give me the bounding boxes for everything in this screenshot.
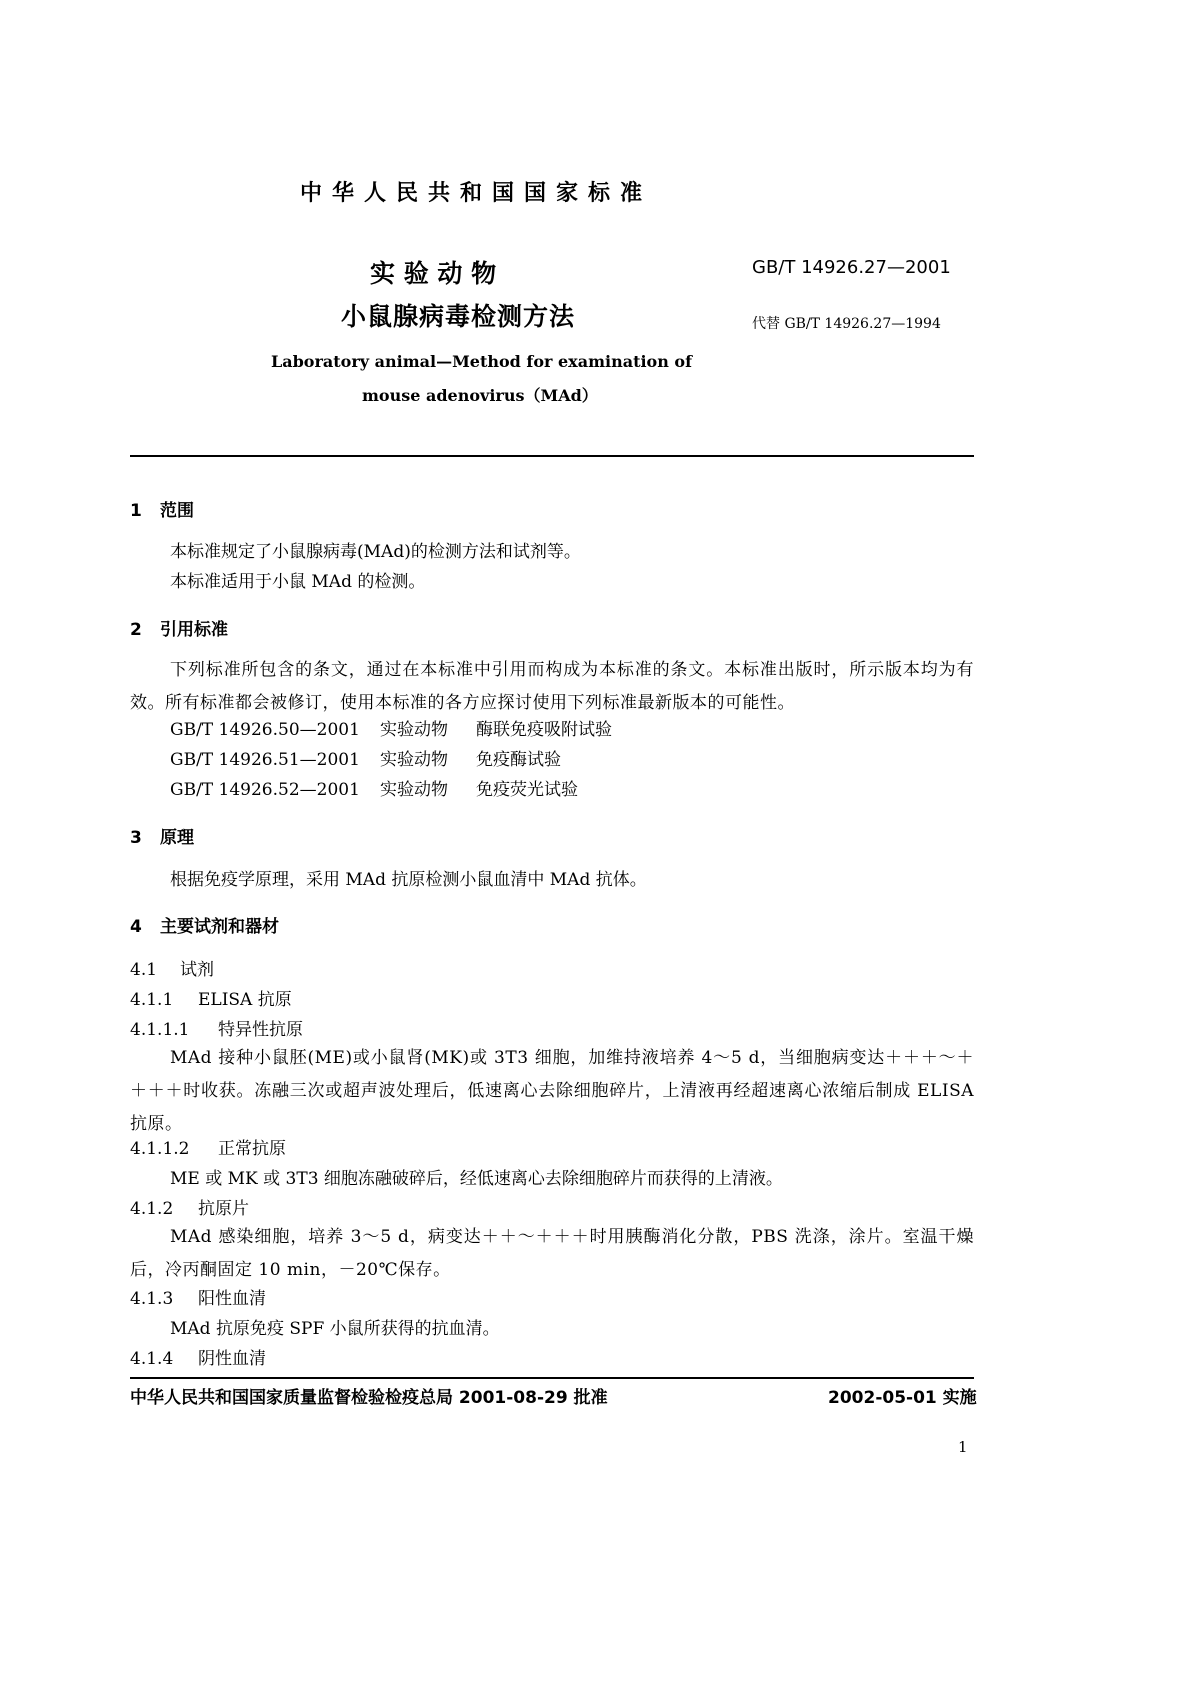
subsection-title: 正常抗原 [218, 1139, 286, 1159]
subsection-title: ELISA 抗原 [198, 990, 292, 1010]
english-title-line-1: Laboratory animal—Method for examination of [271, 352, 692, 371]
section-title: 范围 [160, 501, 194, 521]
subsection-number: 4.1 [130, 960, 158, 980]
subsection-number: 4.1.1 [130, 990, 174, 1010]
s4-1-1-1-paragraph: MAd 接种小鼠胚(ME)或小鼠肾(MK)或 3T3 细胞，加维持液培养 4～5 d，当细胞病变达＋＋＋～＋＋＋＋时收获。冻融三次或超声波处理后，低速离心去除细胞碎片，上清液再经超速离心浓缩后制成 ELISA 抗原。 [130, 1048, 974, 1134]
replaces-standard: 代替 GB/T 14926.27—1994 [752, 316, 941, 332]
reference-code: GB/T 14926.50—2001 [170, 720, 360, 740]
subsection-number: 4.1.1.2 [130, 1139, 190, 1159]
standard-number: GB/T 14926.27—2001 [752, 257, 951, 278]
section-number: 2 [130, 620, 142, 640]
english-title-line-2: mouse adenovirus（MAd） [362, 386, 598, 405]
section-3-heading [130, 823, 194, 848]
s4-1-2-paragraph: MAd 感染细胞，培养 3～5 d，病变达＋＋～＋＋＋时用胰酶消化分散，PBS 洗涤，涂片。室温干燥后，冷丙酮固定 10 min，－20℃保存。 [130, 1227, 974, 1280]
subsection-title: 阴性血清 [198, 1349, 266, 1369]
reference-name: 酶联免疫吸附试验 [476, 720, 612, 740]
subsection-title: 抗原片 [198, 1199, 249, 1219]
subsection-4-1-1 [130, 984, 292, 1016]
section-number: 3 [130, 828, 142, 848]
section-4-heading [130, 912, 279, 937]
approval-statement: 中华人民共和国国家质量监督检验检疫总局 2001-08-29 批准 [130, 1388, 608, 1408]
s3-paragraph-1: 根据免疫学原理，采用 MAd 抗原检测小鼠血清中 MAd 抗体。 [170, 870, 647, 890]
reference-code: GB/T 14926.52—2001 [170, 780, 360, 800]
section-2-heading [130, 615, 228, 640]
footer-divider [130, 1377, 974, 1379]
effective-date: 2002-05-01 实施 [828, 1388, 977, 1408]
subsection-number: 4.1.1.1 [130, 1020, 190, 1040]
section-title: 原理 [160, 828, 194, 848]
subsection-number: 4.1.3 [130, 1289, 174, 1309]
reference-category: 实验动物 [380, 780, 448, 800]
s4-1-3-paragraph: MAd 抗原免疫 SPF 小鼠所获得的抗血清。 [170, 1319, 500, 1339]
s1-paragraph-1: 本标准规定了小鼠腺病毒(MAd)的检测方法和试剂等。 [170, 542, 581, 562]
reference-name: 免疫酶试验 [476, 750, 561, 770]
s1-paragraph-2: 本标准适用于小鼠 MAd 的检测。 [170, 572, 426, 592]
reference-row [170, 714, 612, 746]
section-number: 4 [130, 917, 142, 937]
subsection-title: 阳性血清 [198, 1289, 266, 1309]
section-title: 主要试剂和器材 [160, 917, 279, 937]
subsection-4-1 [130, 954, 214, 986]
subsection-4-1-4 [130, 1343, 266, 1375]
reference-name: 免疫荧光试验 [476, 780, 578, 800]
subsection-number: 4.1.2 [130, 1199, 174, 1219]
reference-code: GB/T 14926.51—2001 [170, 750, 360, 770]
national-standard-label: 中华人民共和国国家标准 [300, 181, 653, 206]
section-number: 1 [130, 501, 142, 521]
header-divider [130, 455, 974, 457]
title-line-1: 实 验 动 物 [370, 259, 497, 288]
reference-row [170, 744, 561, 776]
subsection-title: 特异性抗原 [218, 1020, 303, 1040]
section-title: 引用标准 [160, 620, 228, 640]
reference-row [170, 774, 578, 806]
title-line-2: 小鼠腺病毒检测方法 [341, 302, 576, 331]
subsection-title: 试剂 [180, 960, 214, 980]
page-number: 1 [958, 1438, 968, 1456]
reference-category: 实验动物 [380, 720, 448, 740]
subsection-4-1-3 [130, 1283, 266, 1315]
reference-category: 实验动物 [380, 750, 448, 770]
s4-1-1-2-paragraph: ME 或 MK 或 3T3 细胞冻融破碎后，经低速离心去除细胞碎片而获得的上清液。 [170, 1169, 783, 1189]
s2-paragraph-1: 下列标准所包含的条文，通过在本标准中引用而构成为本标准的条文。本标准出版时，所示版本均为有效。所有标准都会被修订，使用本标准的各方应探讨使用下列标准最新版本的可能性。 [130, 660, 974, 713]
subsection-number: 4.1.4 [130, 1349, 174, 1369]
subsection-4-1-1-2 [130, 1133, 286, 1165]
section-1-heading [130, 496, 194, 521]
